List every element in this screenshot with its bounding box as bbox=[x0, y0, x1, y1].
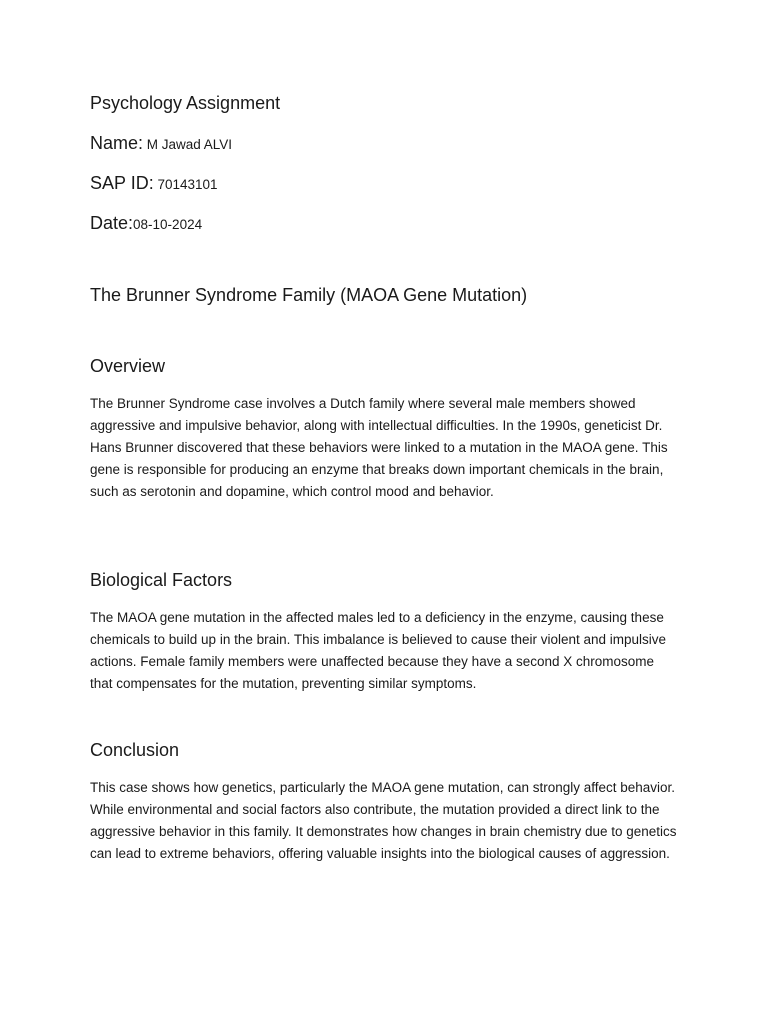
date-line bbox=[90, 213, 202, 234]
section-heading-overview: Overview bbox=[90, 356, 166, 376]
section-body-biological-factors: The MAOA gene mutation in the affected males led to a deficiency in the enzyme, causing these chemicals to build up in the brain. This imbalance is believed to cause their violent and impulsive actions. Female family members were unaffected because they have a second X chromosome that compensates for the mutation, preventing similar symptoms. bbox=[90, 610, 667, 691]
name-value: M Jawad ALVI bbox=[143, 137, 233, 152]
section-body-conclusion: This case shows how genetics, particularly the MAOA gene mutation, can strongly affect behavior. While environmental and social factors also contribute, the mutation provided a direct link to the aggressive behavior in this family. It demonstrates how changes in brain chemistry due to genetics can lead to extreme behaviors, offering valuable insights into the biological causes of aggression. bbox=[90, 780, 677, 861]
sap-id-line bbox=[90, 173, 218, 194]
student-name-line bbox=[90, 133, 232, 154]
section-heading-conclusion: Conclusion bbox=[90, 740, 180, 760]
sap-id-value: 70143101 bbox=[153, 177, 218, 192]
assignment-title: Psychology Assignment bbox=[90, 93, 281, 113]
section-body-overview: The Brunner Syndrome case involves a Dutch family where several male members showed aggressive and impulsive behavior, along with intellectual difficulties. In the 1990s, geneticist Dr. Hans Brunner discovered that these behaviors were linked to a mutation in the MAOA gene. This gene is responsible for producing an enzyme that breaks down important chemicals in the brain, such as serotonin and dopamine, which control mood and behavior. bbox=[90, 396, 668, 499]
date-value: 08-10-2024 bbox=[133, 217, 203, 232]
date-label: Date: bbox=[90, 213, 134, 233]
sap-id-label: SAP ID: bbox=[90, 173, 154, 193]
name-label: Name: bbox=[90, 133, 144, 153]
section-heading-biological-factors: Biological Factors bbox=[90, 570, 233, 590]
document-heading: The Brunner Syndrome Family (MAOA Gene Mutation) bbox=[90, 285, 528, 305]
